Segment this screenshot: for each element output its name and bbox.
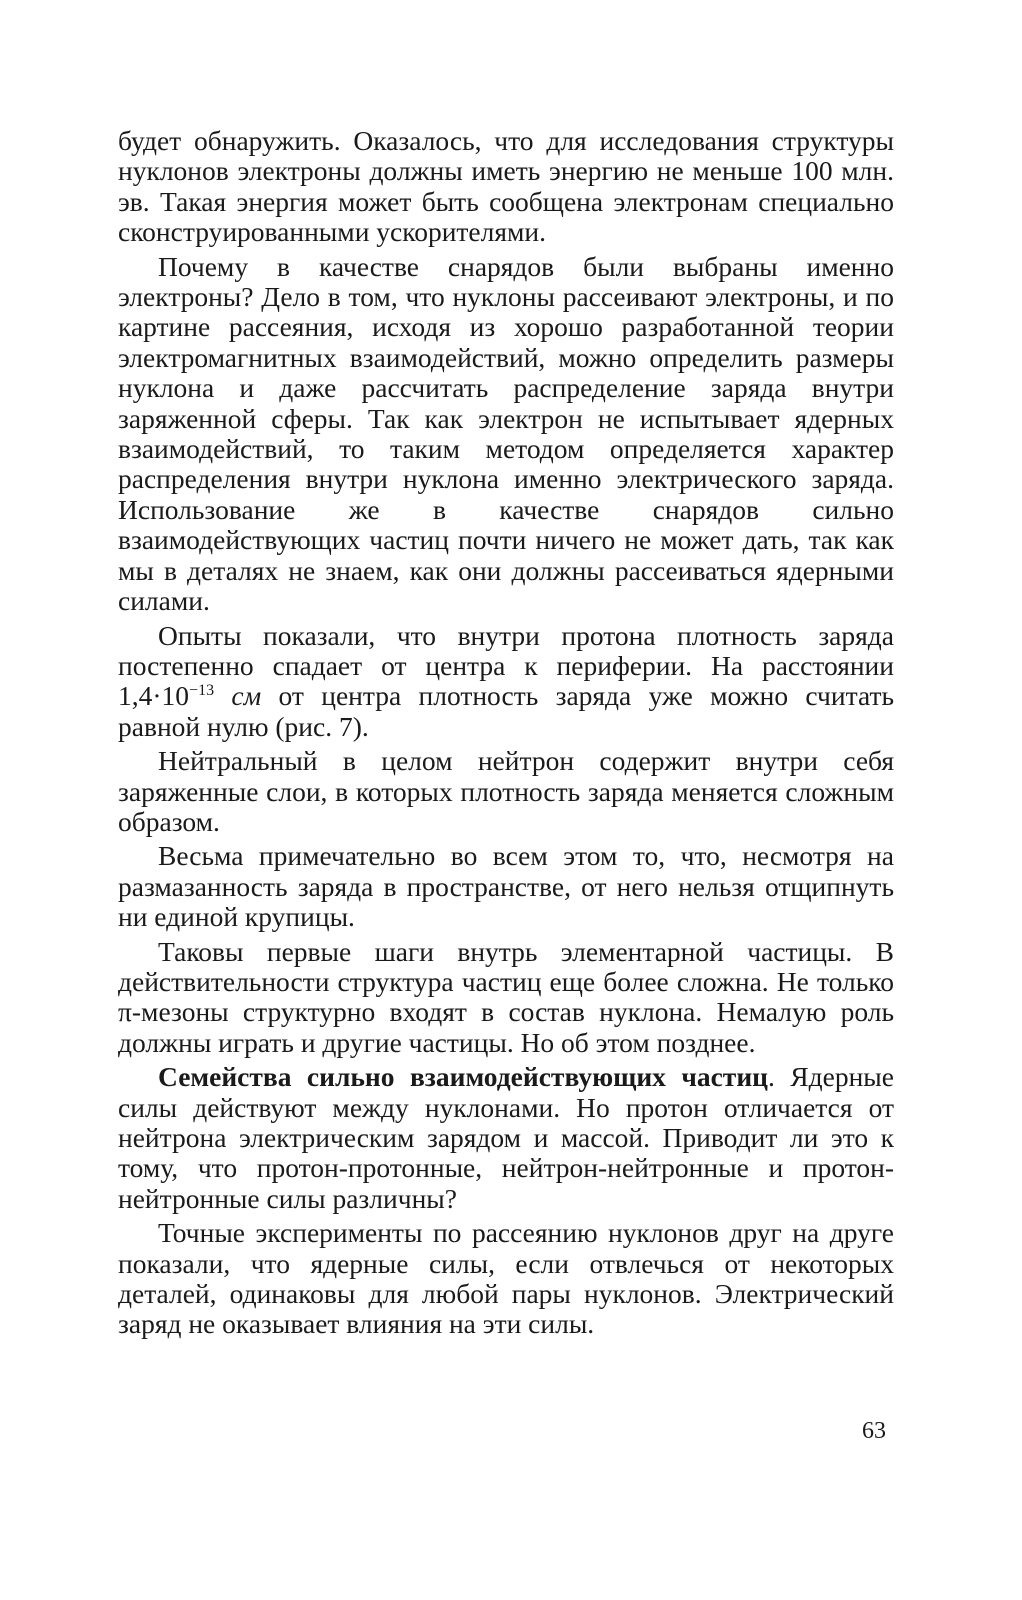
section-heading: Семейства сильно взаимодействующих частиц: [158, 1061, 769, 1093]
unit-cm: см: [231, 680, 262, 712]
paragraph-3-text-before: Опыты показали, что внутри протона плотность заряда постепенно спадает от центра к периферии. На расстоянии 1,4·10: [118, 619, 894, 712]
paragraph-6: Таковы первые шаги внутрь элементарной частицы. В действительности структура частиц еще более сложна. Не только π-мезоны структурно входят в состав нуклона. Немалую роль должны играть и другие частицы. Но об этом позднее.: [118, 935, 894, 1058]
paragraph-3: [118, 621, 894, 743]
paragraph-7: [118, 1062, 894, 1214]
paragraph-2: Почему в качестве снарядов были выбраны именно электроны? Дело в том, что нуклоны рассеивают электроны, и по картине рассеяния, исходя из хорошо разработанной теории электромагнитных взаимодействий, можно определить размеры нуклона и даже рассчитать распределение заряда внутри заряженной сферы. Так как электрон не испытывает ядерных взаимодействий, то таким методом определяется характер распределения внутри нуклона именно электрического заряда. Использование же в качестве снарядов сильно взаимодействующих частиц почти ничего не может дать, так как мы в деталях не знаем, как они должны рассеиваться ядерными силами.: [118, 250, 894, 617]
body-text: [118, 126, 894, 1340]
paragraph-1: будет обнаружить. Оказалось, что для исследования структуры нуклонов электроны должны иметь энергию не меньше 100 млн. эв. Такая энергия может быть сообщена электронам специально сконструированными ускорителями.: [118, 125, 894, 248]
paragraph-3-text-after: от центра плотность заряда уже можно считать равной нулю (рис. 7).: [118, 680, 894, 742]
paragraph-8: Точные эксперименты по рассеянию нуклонов друг на друге показали, что ядерные силы, если отвлечься от некоторых деталей, одинаковы для любой пары нуклонов. Электрический заряд не оказывает влияния на эти силы.: [118, 1217, 894, 1340]
paragraph-5: Весьма примечательно во всем этом то, что, несмотря на размазанность заряда в пространстве, от него нельзя отщипнуть ни единой крупицы.: [118, 840, 894, 933]
paragraph-4: Нейтральный в целом нейтрон содержит внутри себя заряженные слои, в которых плотность заряда меняется сложным образом.: [118, 745, 894, 837]
page-number: 63: [862, 1418, 886, 1444]
exponent: −13: [189, 682, 215, 700]
paragraph-7-body: . Ядерные силы действуют между нуклонами. Но протон отличается от нейтрона электрическим зарядом и массой. Приводит ли это к тому, что протон-протонные, нейтрон-нейтронные и протон-нейтронные силы различны?: [118, 1061, 894, 1214]
